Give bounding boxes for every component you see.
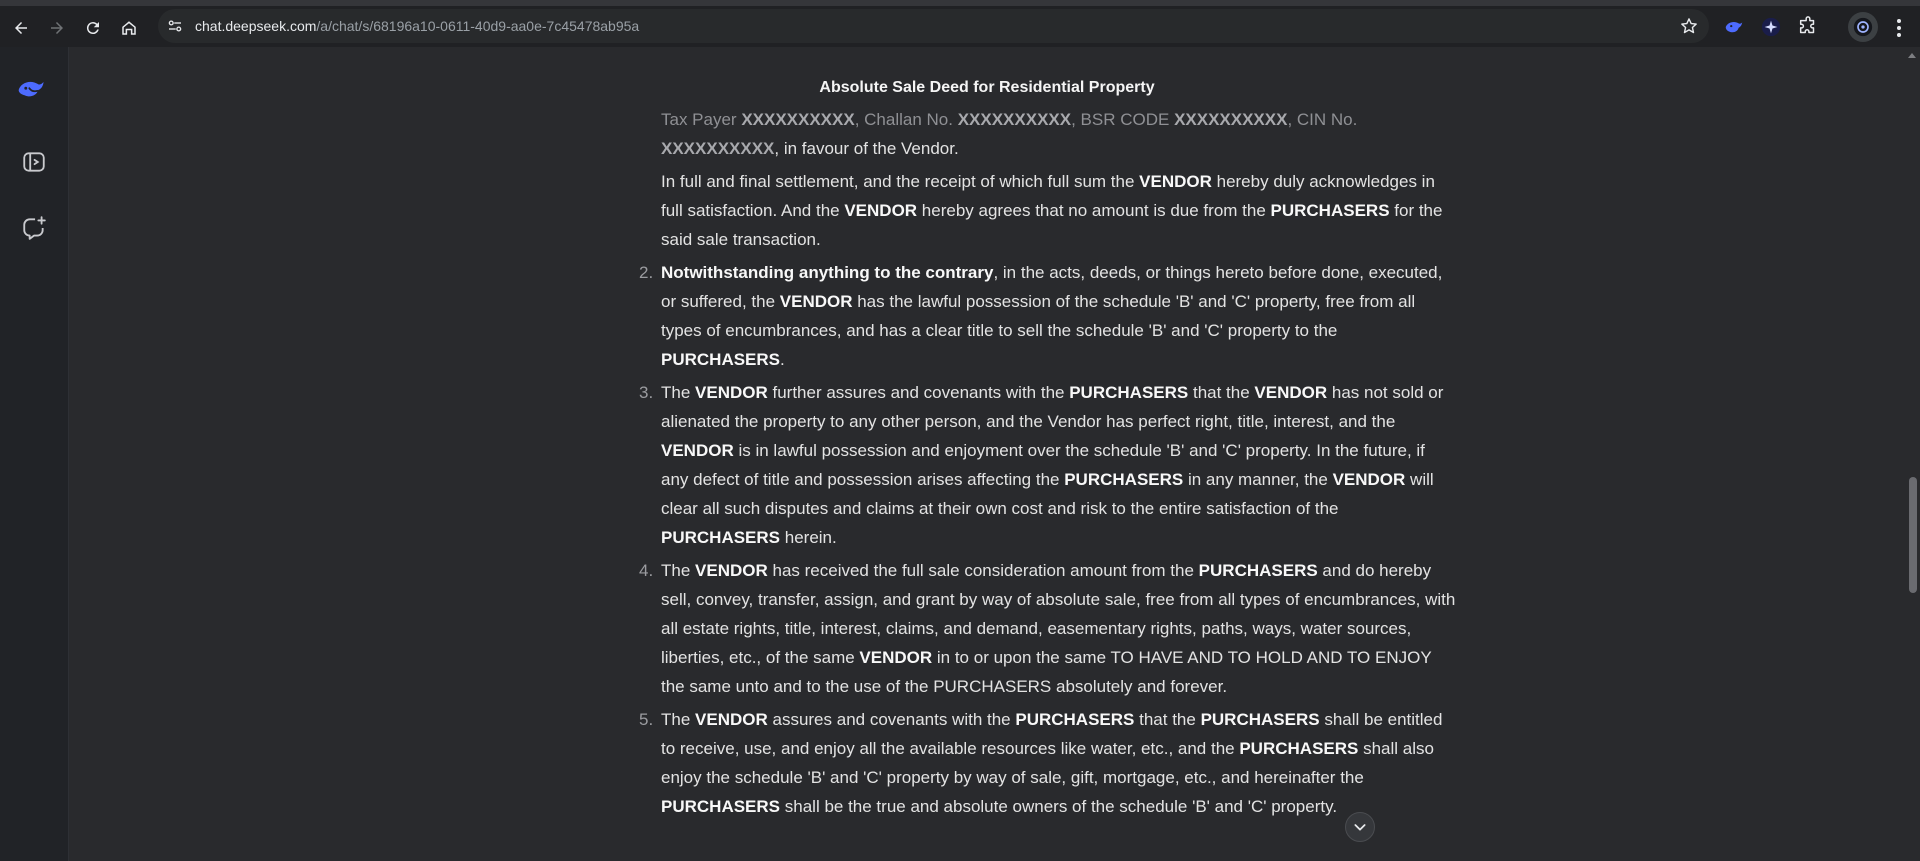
document-body — [639, 105, 1456, 825]
text-run: , in the acts, deeds, or things hereto before done, executed, or suffered, the — [661, 263, 1443, 311]
bold-text: VENDOR — [1254, 383, 1328, 402]
list-item-number: 3. — [639, 383, 654, 402]
scroll-to-bottom-button[interactable] — [1345, 812, 1375, 842]
bold-text: PURCHASERS — [1198, 561, 1318, 580]
new-chat-icon — [21, 215, 47, 241]
text-run: . — [780, 350, 785, 369]
text-run: that the — [1134, 710, 1201, 729]
text-run: in any manner, the — [1183, 470, 1333, 489]
extensions-puzzle-icon[interactable] — [1797, 16, 1819, 38]
bold-text: XXXXXXXXXX — [957, 110, 1072, 129]
page-scrollbar[interactable] — [1905, 47, 1920, 861]
chevron-down-icon — [1352, 819, 1368, 835]
bold-text: XXXXXXXXXX — [1174, 110, 1288, 129]
intro-paragraph — [661, 105, 1456, 163]
bold-text: VENDOR — [859, 648, 933, 667]
text-run: has not sold or alienated the property to any other person, and the Vendor has perfect right, title, interest, and the — [661, 383, 1444, 431]
text-run: that the — [1188, 383, 1255, 402]
bookmark-star-icon[interactable] — [1679, 16, 1699, 36]
text-run: hereby duly acknowledges in full satisfaction. And the — [661, 172, 1435, 220]
url-text[interactable] — [195, 18, 639, 34]
bold-text: VENDOR — [695, 561, 768, 580]
arrow-right-icon — [48, 19, 66, 37]
deepseek-whale-icon — [16, 72, 48, 108]
text-run: The — [661, 383, 696, 402]
back-button[interactable] — [8, 15, 34, 41]
bold-text: PURCHASERS — [661, 797, 781, 816]
list-item-number: 2. — [639, 263, 654, 282]
home-button[interactable] — [116, 15, 142, 41]
bold-text: VENDOR — [661, 441, 734, 460]
list-item — [639, 556, 1456, 701]
arrow-left-icon — [12, 19, 30, 37]
list-item — [639, 705, 1456, 821]
text-run: , Challan No. — [854, 110, 958, 129]
site-info-icon[interactable] — [166, 17, 184, 35]
reload-button[interactable] — [80, 15, 106, 41]
bold-text: VENDOR — [695, 383, 768, 402]
scroll-up-arrow-icon[interactable] — [1908, 53, 1916, 58]
forward-button[interactable] — [44, 15, 70, 41]
bold-text: PURCHASERS — [1270, 201, 1390, 220]
bold-text: PURCHASERS — [1069, 383, 1189, 402]
open-sidebar-button[interactable] — [18, 146, 50, 178]
text-run: In full and final settlement, and the receipt of which full sum the — [661, 172, 1140, 191]
url-path: /a/chat/s/68196a10-0611-40d9-aa0e-7c45478ab95a — [316, 18, 640, 34]
text-run: Tax Payer — [661, 110, 742, 129]
document-title: Absolute Sale Deed for Residential Property — [819, 79, 1155, 96]
chat-main — [69, 47, 1905, 861]
bold-text: VENDOR — [779, 292, 853, 311]
sparkle-extension-icon[interactable] — [1760, 16, 1782, 38]
bold-text: XXXXXXXXXX — [741, 110, 855, 129]
sidebar-panel-icon — [21, 149, 47, 175]
text-run: shall be the true and absolute owners of the schedule 'B' and 'C' property. — [780, 797, 1338, 816]
scroll-thumb[interactable] — [1909, 477, 1917, 593]
text-run: has the lawful possession of the schedule 'B' and 'C' property, free from all types of encumbrances, and has a clear title to sell the schedule 'B' and 'C' property to the — [661, 292, 1416, 340]
sidebar — [0, 47, 69, 861]
text-run: has received the full sale consideration amount from the — [767, 561, 1199, 580]
bold-text: PURCHASERS — [661, 350, 781, 369]
new-chat-button[interactable] — [18, 212, 50, 244]
text-run: hereby agrees that no amount is due from the — [917, 201, 1271, 220]
list-item-number: 4. — [639, 561, 654, 580]
bold-text: PURCHASERS — [661, 528, 781, 547]
text-run: assures and covenants with the — [767, 710, 1016, 729]
text-run: herein. — [780, 528, 837, 547]
text-run: , BSR CODE — [1071, 110, 1175, 129]
settlement-paragraph — [661, 167, 1456, 254]
browser-toolbar — [0, 0, 1920, 47]
bold-text: VENDOR — [695, 710, 768, 729]
profile-avatar[interactable] — [1848, 12, 1878, 42]
bold-text: PURCHASERS — [1200, 710, 1320, 729]
text-run: and do hereby sell, convey, transfer, assign, and grant by way of absolute sale, free from all types of encumbrances, with all estate rights, title, interest, claims, and demand, easementary rights, paths, ways, water sources, liberties, etc., of the same — [661, 561, 1456, 667]
bold-text: XXXXXXXXXX — [661, 139, 775, 158]
text-run: , in favour of the Vendor. — [774, 139, 959, 158]
list-item-number: 5. — [639, 710, 654, 729]
text-run: further assures and covenants with the — [767, 383, 1070, 402]
numbered-list — [639, 258, 1456, 821]
bold-text: VENDOR — [1139, 172, 1212, 191]
deepseek-logo[interactable] — [16, 74, 48, 106]
text-run: The — [661, 710, 696, 729]
text-run: shall be entitled to receive, use, and enjoy all the available resources like water, etc., and the — [661, 710, 1443, 758]
bold-text: Notwithstanding anything to the contrary — [661, 263, 994, 282]
text-run: The — [661, 561, 696, 580]
text-run: is in lawful possession and enjoyment over the schedule 'B' and 'C' property. In the future, if any defect of title and possession arises affecting the — [661, 441, 1425, 489]
address-bar[interactable] — [158, 9, 1709, 43]
reload-icon — [84, 19, 102, 37]
text-run: in to or upon the same TO HAVE AND TO HOLD AND TO ENJOY the same unto and to the use of the PURCHASERS absolutely and forever. — [661, 648, 1432, 696]
deepseek-extension-icon[interactable] — [1723, 16, 1745, 38]
text-run: , CIN No. — [1287, 110, 1358, 129]
text-run: will clear all such disputes and claims at their own cost and risk to the entire satisfaction of the — [661, 470, 1434, 518]
text-run: shall also enjoy the schedule 'B' and 'C' property by way of sale, gift, mortgage, etc., and hereinafter the — [661, 739, 1434, 787]
kebab-menu-icon[interactable] — [1889, 16, 1909, 40]
list-item — [639, 258, 1456, 374]
url-host: chat.deepseek.com — [195, 18, 317, 34]
bold-text: VENDOR — [844, 201, 918, 220]
bold-text: VENDOR — [1332, 470, 1406, 489]
bold-text: PURCHASERS — [1064, 470, 1184, 489]
avatar-icon — [1853, 17, 1873, 37]
bold-text: PURCHASERS — [1239, 739, 1359, 758]
list-item — [639, 378, 1456, 552]
bold-text: PURCHASERS — [1015, 710, 1135, 729]
text-run: for the said sale transaction. — [661, 201, 1443, 249]
home-icon — [120, 19, 138, 37]
